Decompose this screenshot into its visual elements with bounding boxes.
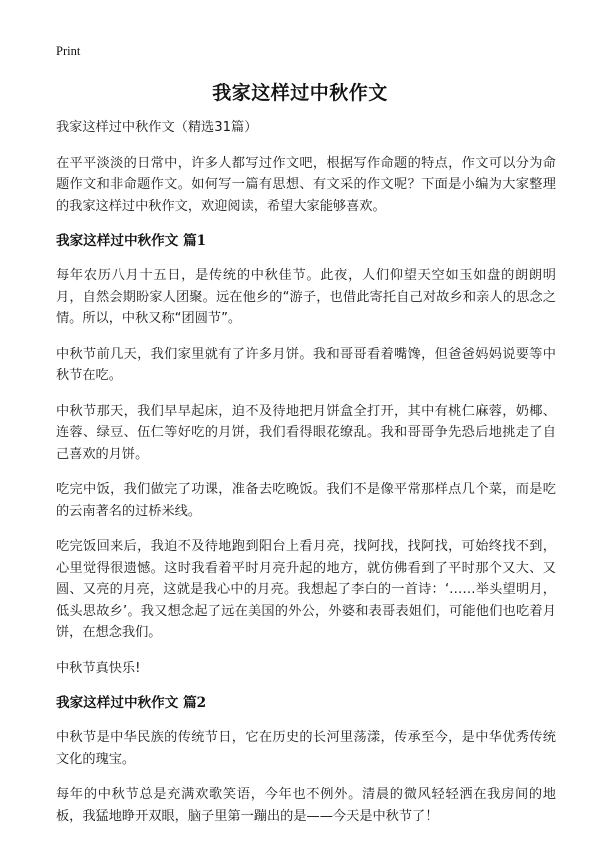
article-subtitle: 我家这样过中秋作文（精选31篇）: [56, 120, 258, 135]
article-body: [56, 117, 556, 841]
section-paragraph: 中秋节真快乐!: [56, 660, 141, 676]
print-link[interactable]: Print: [56, 44, 81, 58]
page-title: 我家这样过中秋作文: [212, 82, 388, 104]
section-paragraph: 每年农历八月十五日，是传统的中秋佳节。此夜，人们仰望天空如玉如盘的朗朗明月，自然会期盼家人团聚。远在他乡的“游子，也借此寄托自己对故乡和亲人的思念之情。所以，中秋又称“团圆节”。: [56, 268, 556, 326]
section-paragraph: 中秋节前几天，我们家里就有了许多月饼。我和哥哥看着嘴馋，但爸爸妈妈说要等中秋节在吃。: [56, 346, 556, 383]
section-paragraph: 吃完中饭，我们做完了功课，准备去吃晚饭。我们不是像平常那样点几个菜，而是吃的云南著名的过桥米线。: [56, 482, 556, 519]
section-paragraph: 每年的中秋节总是充满欢歌笑语，今年也不例外。清晨的微风轻轻洒在我房间的地板，我猛地睁开双眼，脑子里第一蹦出的是——今天是中秋节了！: [56, 787, 556, 824]
section-heading: 我家这样过中秋作文 篇1: [56, 233, 207, 249]
section-paragraph: 中秋节是中华民族的传统节日，它在历史的长河里荡漾，传承至今，是中华优秀传统文化的瑰宝。: [56, 730, 556, 767]
section-heading: 我家这样过中秋作文 篇2: [56, 695, 207, 711]
section-paragraph: 中秋节那天，我们早早起床，迫不及待地把月饼盒全打开，其中有桃仁麻蓉，奶椰、连蓉、绿豆、伍仁等好吃的月饼，我们看得眼花缭乱。我和哥哥争先恐后地挑走了自己喜欢的月饼。: [56, 403, 556, 462]
section-paragraph: 吃完饭回来后，我迫不及待地跑到阳台上看月亮，找阿找，找阿找，可始终找不到，心里觉得很遗憾。这时我看着平时月亮升起的地方，就仿佛看到了平时那个又大、又圆、又亮的月亮，这就是我心中的月亮。我想起了李白的一首诗：‘……举头望明月，低头思故乡’。我又想念起了远在美国的外公，外婆和表哥表姐们，可能他们也吃着月饼，在想念我们。: [56, 539, 556, 640]
intro-paragraph: 在平平淡淡的日常中，许多人都写过作文吧，根据写作命题的特点，作文可以分为命题作文和非命题作文。如何写一篇有思想、有文采的作文呢？下面是小编为大家整理的我家这样过中秋作文，欢迎阅读，希望大家能够喜欢。: [56, 155, 556, 214]
